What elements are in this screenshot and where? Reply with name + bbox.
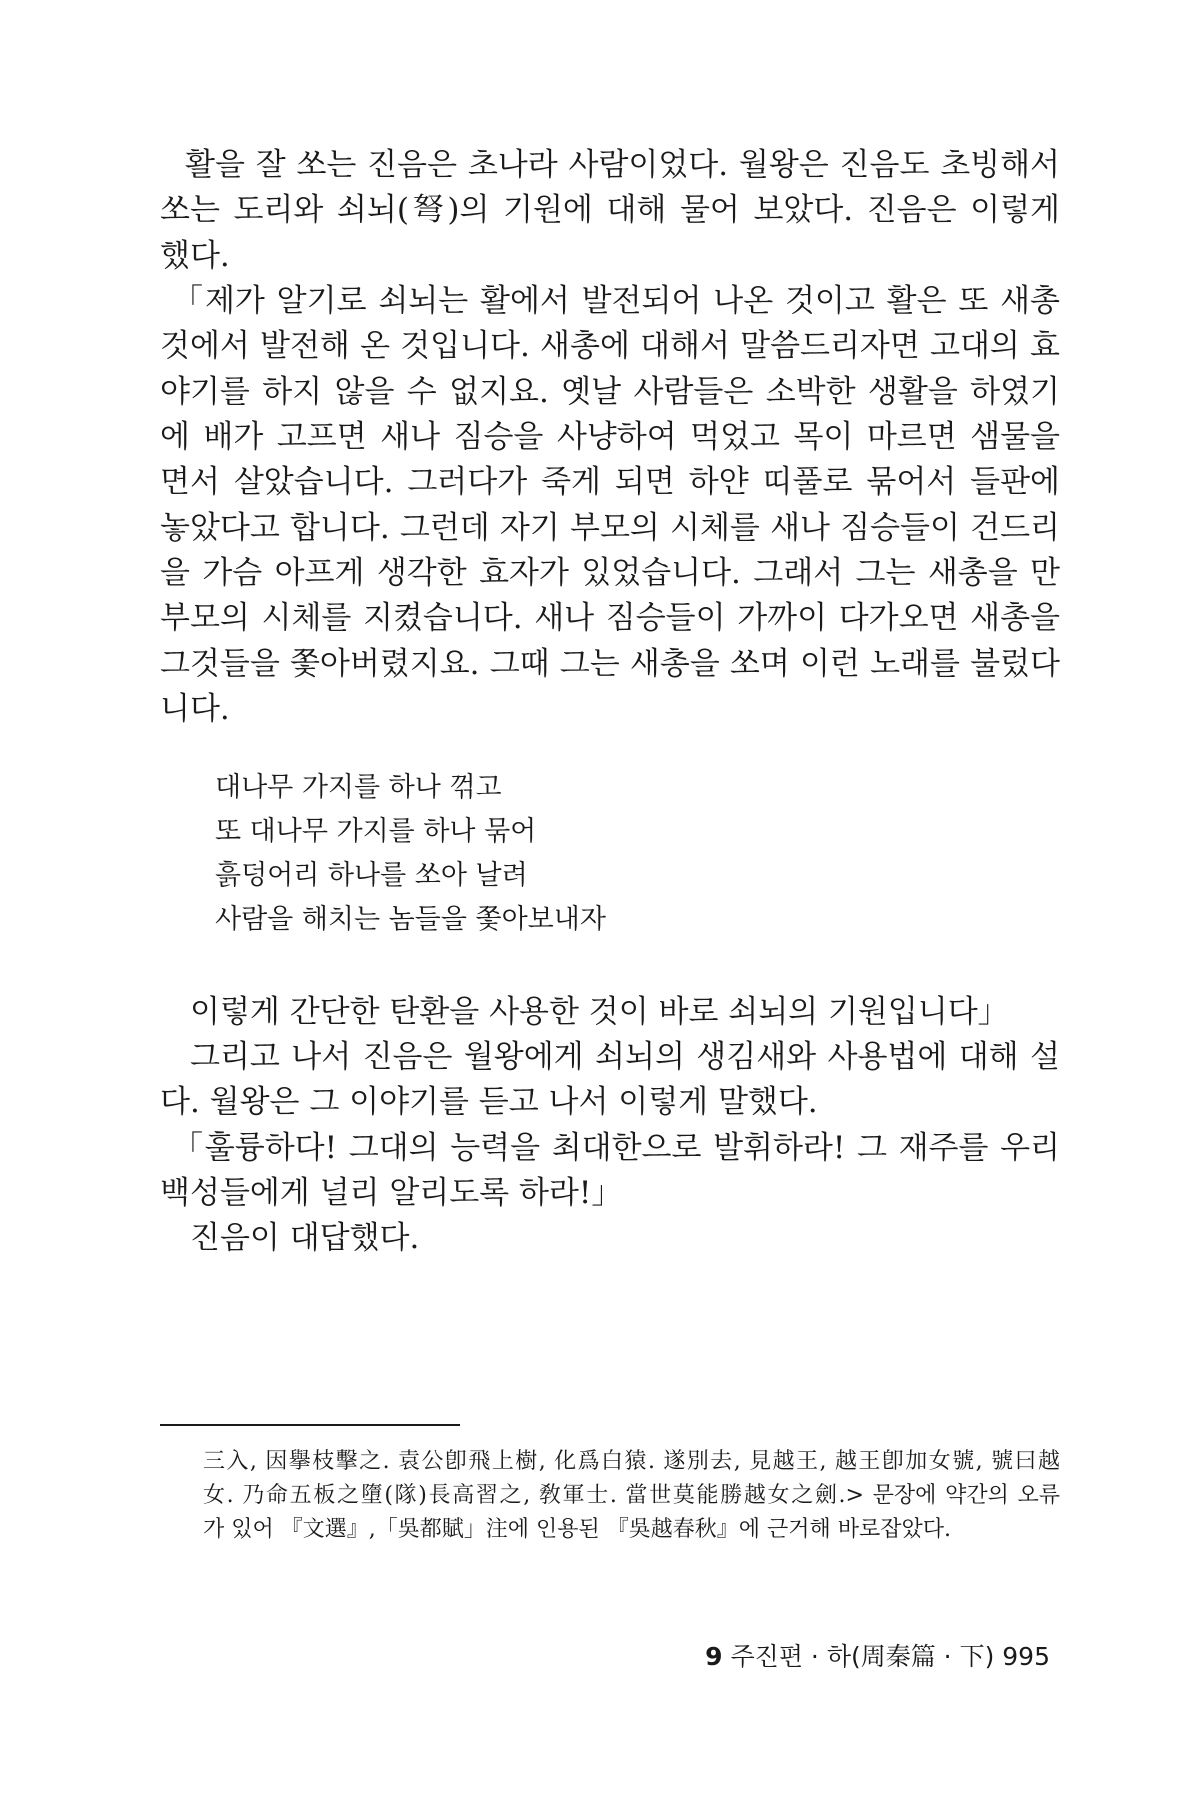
body-line: 야기를 하지 않을 수 없지요. 옛날 사람들은 소박한 생활을 하였기 <box>160 374 1060 410</box>
verse-line: 대나무 가지를 하나 꺾고 <box>215 772 502 803</box>
body-line: 「훌륭하다! 그대의 능력을 최대한으로 발휘하라! 그 재주를 우리 <box>172 1130 1060 1166</box>
body-line: 백성들에게 널리 알리도록 하라!」 <box>160 1175 623 1211</box>
page-number: 995 <box>1002 1642 1050 1671</box>
body-line: 놓았다고 합니다. 그런데 자기 부모의 시체를 새나 짐승들이 건드리 <box>160 510 1060 546</box>
body-line: 그리고 나서 진음은 월왕에게 쇠뇌의 생김새와 사용법에 대해 설 <box>190 1039 1060 1075</box>
footnote-line: 女. 乃命五板之墮(隊)長高習之, 敎軍士. 當世莫能勝越女之劍.> 문장에 약간의 오류 <box>203 1483 1060 1508</box>
body-line: 이렇게 간단한 탄환을 사용한 것이 바로 쇠뇌의 기원입니다」 <box>190 994 1009 1030</box>
body-line: 활을 잘 쏘는 진음은 초나라 사람이었다. 월왕은 진음도 초빙해서 <box>185 147 1060 183</box>
running-footer <box>600 1640 1050 1674</box>
body-line: 진음이 대답했다. <box>190 1220 420 1256</box>
body-line: 그것들을 쫓아버렸지요. 그때 그는 새총을 쏘며 이런 노래를 불렀다 <box>160 646 1060 682</box>
volume-number: 9 <box>705 1642 723 1671</box>
footnote-line: 가 있어 『文選』,「吳都賦」注에 인용된 『吳越春秋』에 근거해 바로잡았다. <box>203 1517 951 1542</box>
body-line: 을 가슴 아프게 생각한 효자가 있었습니다. 그래서 그는 새총을 만 <box>160 555 1060 591</box>
body-line: 에 배가 고프면 새나 짐승을 사냥하여 먹었고 목이 마르면 샘물을 <box>160 419 1060 455</box>
verse-line: 흙덩어리 하나를 쏘아 날려 <box>215 860 528 891</box>
body-line: 면서 살았습니다. 그러다가 죽게 되면 하얀 띠풀로 묶어서 들판에 <box>160 464 1060 500</box>
body-line: 부모의 시체를 지켰습니다. 새나 짐승들이 가까이 다가오면 새총을 <box>160 600 1060 636</box>
body-line: 「제가 알기로 쇠뇌는 활에서 발전되어 나온 것이고 활은 또 새총 <box>172 283 1060 319</box>
footnote-divider <box>160 1424 460 1426</box>
footnote-line: 三入, 因擧枝擊之. 袁公卽飛上樹, 化爲白猿. 遂別去, 見越王, 越王卽加女號, 號曰越 <box>203 1449 1060 1474</box>
body-line: 니다. <box>160 691 230 727</box>
body-line: 것에서 발전해 온 것입니다. 새총에 대해서 말씀드리자면 고대의 효 <box>160 328 1060 364</box>
body-line: 했다. <box>160 238 230 274</box>
section-title: 주진편 · 하(周秦篇 · 下) <box>730 1642 995 1671</box>
body-line: 쏘는 도리와 쇠뇌(弩)의 기원에 대해 물어 보았다. 진음은 이렇게 <box>160 192 1060 228</box>
verse-line: 또 대나무 가지를 하나 묶어 <box>215 816 537 847</box>
verse-line: 사람을 해치는 놈들을 쫓아보내자 <box>215 904 606 935</box>
body-line: 다. 월왕은 그 이야기를 듣고 나서 이렇게 말했다. <box>160 1084 818 1120</box>
